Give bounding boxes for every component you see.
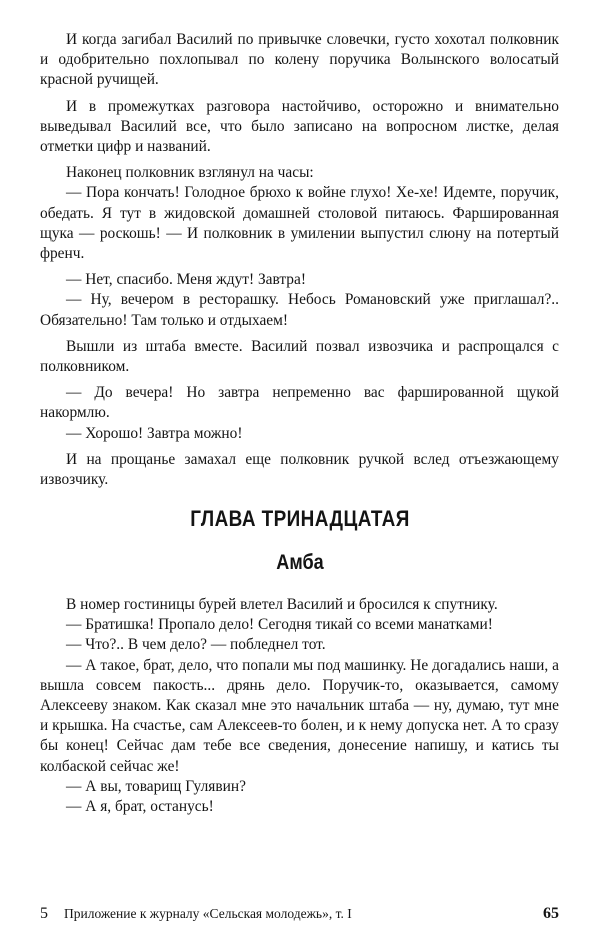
paragraph: И когда загибал Василий по привычке словечки, густо хохотал полковник и одобрительно похлопывал по колену поручика Волынского волосатый красной ручищей. bbox=[40, 31, 559, 89]
paragraph: — Ну, вечером в ресторашку. Небось Романовский уже приглашал?.. Обязательно! Там только и отдыхаем! bbox=[40, 291, 559, 329]
paragraph: И в промежутках разговора настойчиво, осторожно и внимательно выведывал Василий все, что было записано на вопросном листке, делая отметки цифр и названий. bbox=[40, 97, 559, 156]
page-number: 65 bbox=[543, 905, 559, 922]
paragraph: — Что?.. В чем дело? — побледнел тот. bbox=[66, 636, 326, 654]
paragraph: — Нет, спасибо. Меня ждут! Завтра! bbox=[66, 271, 306, 289]
chapter-title: ГЛАВА ТРИНАДЦАТАЯ bbox=[190, 506, 410, 531]
paragraph: — До вечера! Но завтра непременно вас фаршированной щукой накормлю. bbox=[40, 384, 559, 422]
paragraph: — Хорошо! Завтра можно! bbox=[66, 424, 243, 442]
paragraph: — А я, брат, останусь! bbox=[66, 798, 214, 816]
page-footer bbox=[40, 903, 559, 925]
paragraph: И на прощанье замахал еще полковник ручкой вслед отъезжающему извозчику. bbox=[40, 450, 559, 489]
signature-mark: 5 bbox=[40, 905, 48, 922]
paragraph: Наконец полковник взглянул на часы: bbox=[66, 164, 314, 182]
paragraph: В номер гостиницы бурей влетел Василий и бросился к спутнику. bbox=[66, 596, 498, 613]
bottom-text-block bbox=[40, 595, 559, 817]
paragraph: Вышли из штаба вместе. Василий позвал извозчика и распрощался с полковником. bbox=[40, 337, 559, 376]
footer-note: Приложение к журналу «Сельская молодежь», т. I bbox=[64, 906, 352, 921]
paragraph: — А вы, товарищ Гулявин? bbox=[66, 777, 246, 795]
paragraph: — А такое, брат, дело, что попали мы под машинку. Не догадались наши, а вышла совсем пакость... дрянь дело. Поручик-то, оказывается, самому Алексееву знаком. Как сказал мне это начальник штаба — ну, думаю, тут мне и крышка. На счастье, сам Алексеев-то болен, и к нему допуска нет. А то сразу бы конец! Сейчас дам тебе все сведения, донесение напишу, и катись ты колбаской сейчас же! bbox=[40, 656, 559, 775]
paragraph: — Пора кончать! Голодное брюхо к войне глухо! Хе-хе! Идемте, поручик, обедать. Я тут в жидовской домашней столовой питаюсь. Фаршированная щука — роскошь! — И полковник в умилении выпустил слюну на потертый френч. bbox=[40, 184, 559, 263]
top-text-block bbox=[40, 30, 559, 490]
chapter-subtitle: Амба bbox=[276, 551, 324, 574]
paragraph: — Братишка! Пропало дело! Сегодня тикай со всеми манатками! bbox=[66, 616, 493, 634]
